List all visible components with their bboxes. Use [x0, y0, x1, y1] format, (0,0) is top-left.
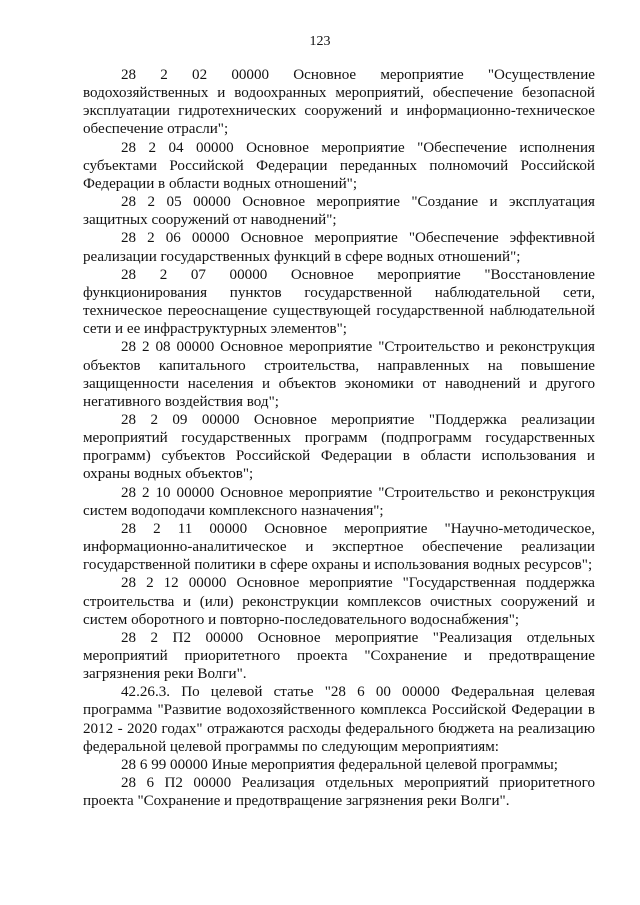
paragraph-28-2-08: 28 2 08 00000 Основное мероприятие "Строительство и реконструкция объектов капитального строительства, направленных на повышение защищенности населения и объектов экономики от наводнений и другого негативного воздействия вод"; — [83, 339, 595, 410]
paragraph-28-2-06: 28 2 06 00000 Основное мероприятие "Обеспечение эффективной реализации государственных функций в сфере водных отношений"; — [83, 230, 595, 265]
page-number: 123 — [309, 34, 331, 49]
paragraph-42-26-3: 42.26.3. По целевой статье "28 6 00 00000 Федеральная целевая программа "Развитие водохозяйственного комплекса Российской Федерации в 2012 - 2020 годах" отражаются расходы федерального бюджета на реализацию федеральной целевой программы по следующим мероприятиям: — [83, 684, 595, 755]
paragraph-28-2-07: 28 2 07 00000 Основное мероприятие "Восстановление функционирования пунктов государственной наблюдательной сети, техническое переоснащение существующей государственной наблюдательной сети и ее инфраструктурных элементов"; — [83, 266, 595, 338]
paragraph-28-6-p2: 28 6 П2 00000 Реализация отдельных мероприятий приоритетного проекта "Сохранение и предотвращение загрязнения реки Волги". — [83, 775, 595, 810]
document-body — [83, 66, 595, 810]
paragraph-28-2-11: 28 2 11 00000 Основное мероприятие "Научно-методическое, информационно-аналитическое и экспертное обеспечение реализации государственной политики в сфере охраны и использования водных ресурсов"; — [83, 520, 595, 574]
paragraph-28-2-12: 28 2 12 00000 Основное мероприятие "Государственная поддержка строительства и (или) реконструкции комплексов очистных сооружений и систем оборотного и повторно-последовательного водоснабжения"; — [83, 575, 595, 628]
paragraph-28-2-02: 28 2 02 00000 Основное мероприятие "Осуществление водохозяйственных и водоохранных мероприятий, обеспечение безопасной эксплуатации гидротехнических сооружений и информационно-техническое обеспечение отрасли"; — [83, 67, 595, 138]
paragraph-28-2-p2: 28 2 П2 00000 Основное мероприятие "Реализация отдельных мероприятий приоритетного проекта "Сохранение и предотвращение загрязнения реки Волги". — [83, 629, 595, 683]
paragraph-28-2-04: 28 2 04 00000 Основное мероприятие "Обеспечение исполнения субъектами Российской Федерации переданных полномочий Российской Федерации в области водных отношений"; — [83, 139, 595, 192]
paragraph-28-2-05: 28 2 05 00000 Основное мероприятие "Создание и эксплуатация защитных сооружений от наводнений"; — [83, 194, 595, 229]
paragraph-28-6-99: 28 6 99 00000 Иные мероприятия федеральной целевой программы; — [121, 756, 558, 773]
paragraph-28-2-09: 28 2 09 00000 Основное мероприятие "Поддержка реализации мероприятий государственных программ (подпрограмм государственных программ) субъектов Российской Федерации в области использования и охраны водных объектов"; — [83, 411, 595, 483]
paragraph-28-2-10: 28 2 10 00000 Основное мероприятие "Строительство и реконструкция систем водоподачи комплексного назначения"; — [83, 484, 595, 519]
